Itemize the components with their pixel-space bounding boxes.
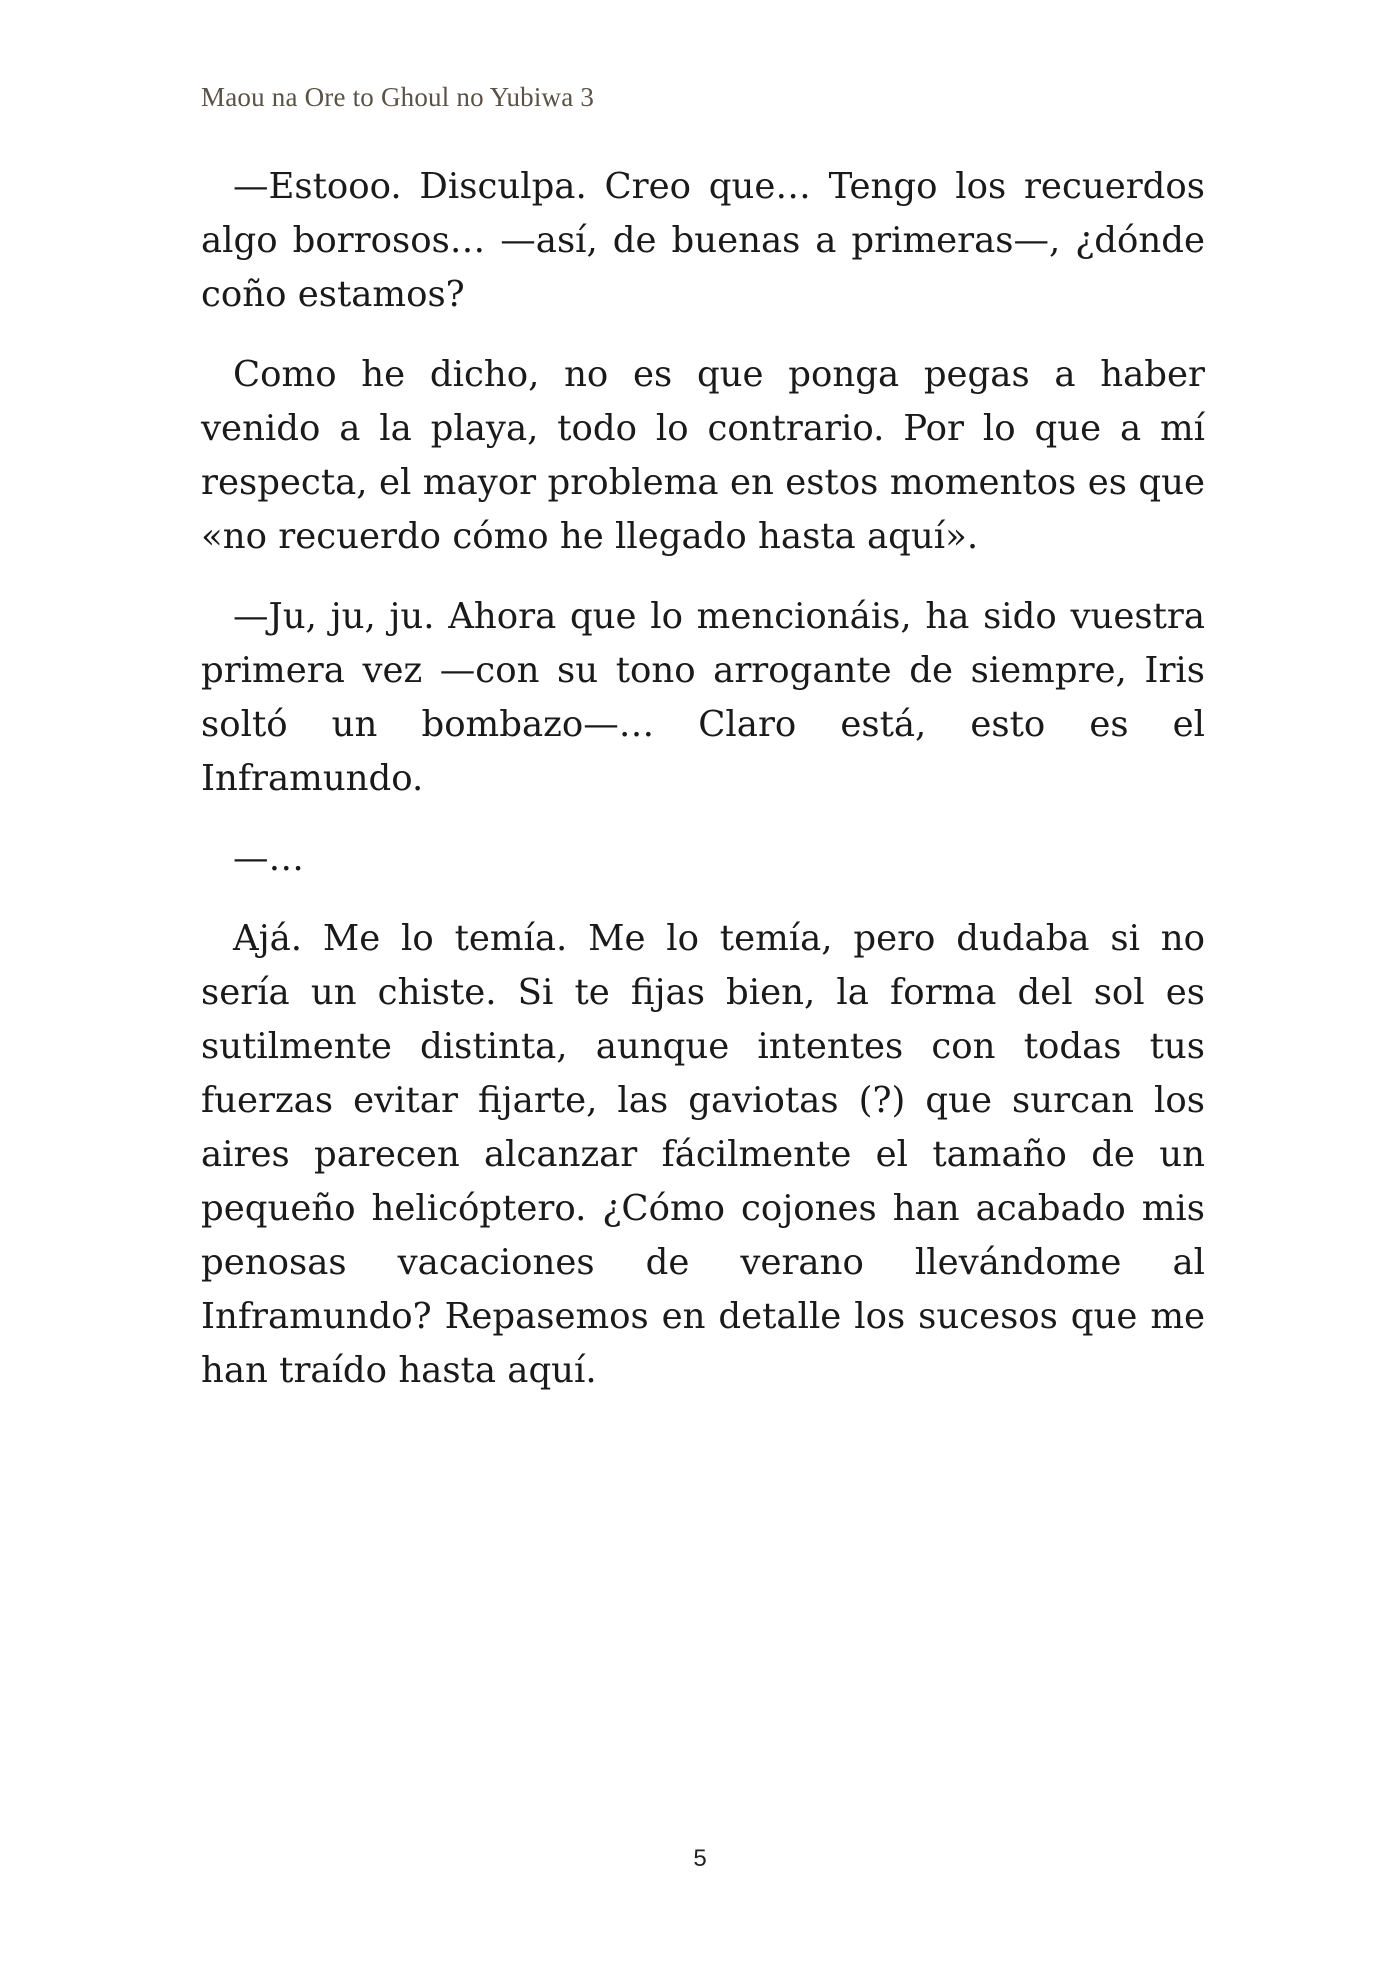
body-text [201, 160, 1205, 1424]
paragraph-5: Ajá. Me lo temía. Me lo temía, pero dudaba si no sería un chiste. Si te fijas bien, la forma del sol es sutilmente distinta, aunque intentes con todas tus fuerzas evitar fijarte, las gaviotas (?) que surcan los aires parecen alcanzar fácilmente el tamaño de un pequeño helicóptero. ¿Cómo cojones han acabado mis penosas vacaciones de verano llevándome al Inframundo? Repasemos en detalle los sucesos que me han traído hasta aquí. [201, 918, 1205, 1391]
paragraph-1: —Estooo. Disculpa. Creo que… Tengo los recuerdos algo borrosos… —así, de buenas a primeras—, ¿dónde coño estamos? [201, 166, 1205, 315]
paragraph-3: —Ju, ju, ju. Ahora que lo mencionáis, ha sido vuestra primera vez —con su tono arrogante de siempre, Iris soltó un bombazo—… Claro está, esto es el Inframundo. [201, 596, 1205, 799]
paragraph-2: Como he dicho, no es que ponga pegas a haber venido a la playa, todo lo contrario. Por lo que a mí respecta, el mayor problema en estos momentos es que «no recuerdo cómo he llegado hasta aquí». [201, 354, 1205, 557]
paragraph-4: —… [233, 838, 304, 879]
page-number: 5 [693, 1845, 707, 1872]
running-header-title: Maou na Ore to Ghoul no Yubiwa 3 [201, 82, 595, 112]
